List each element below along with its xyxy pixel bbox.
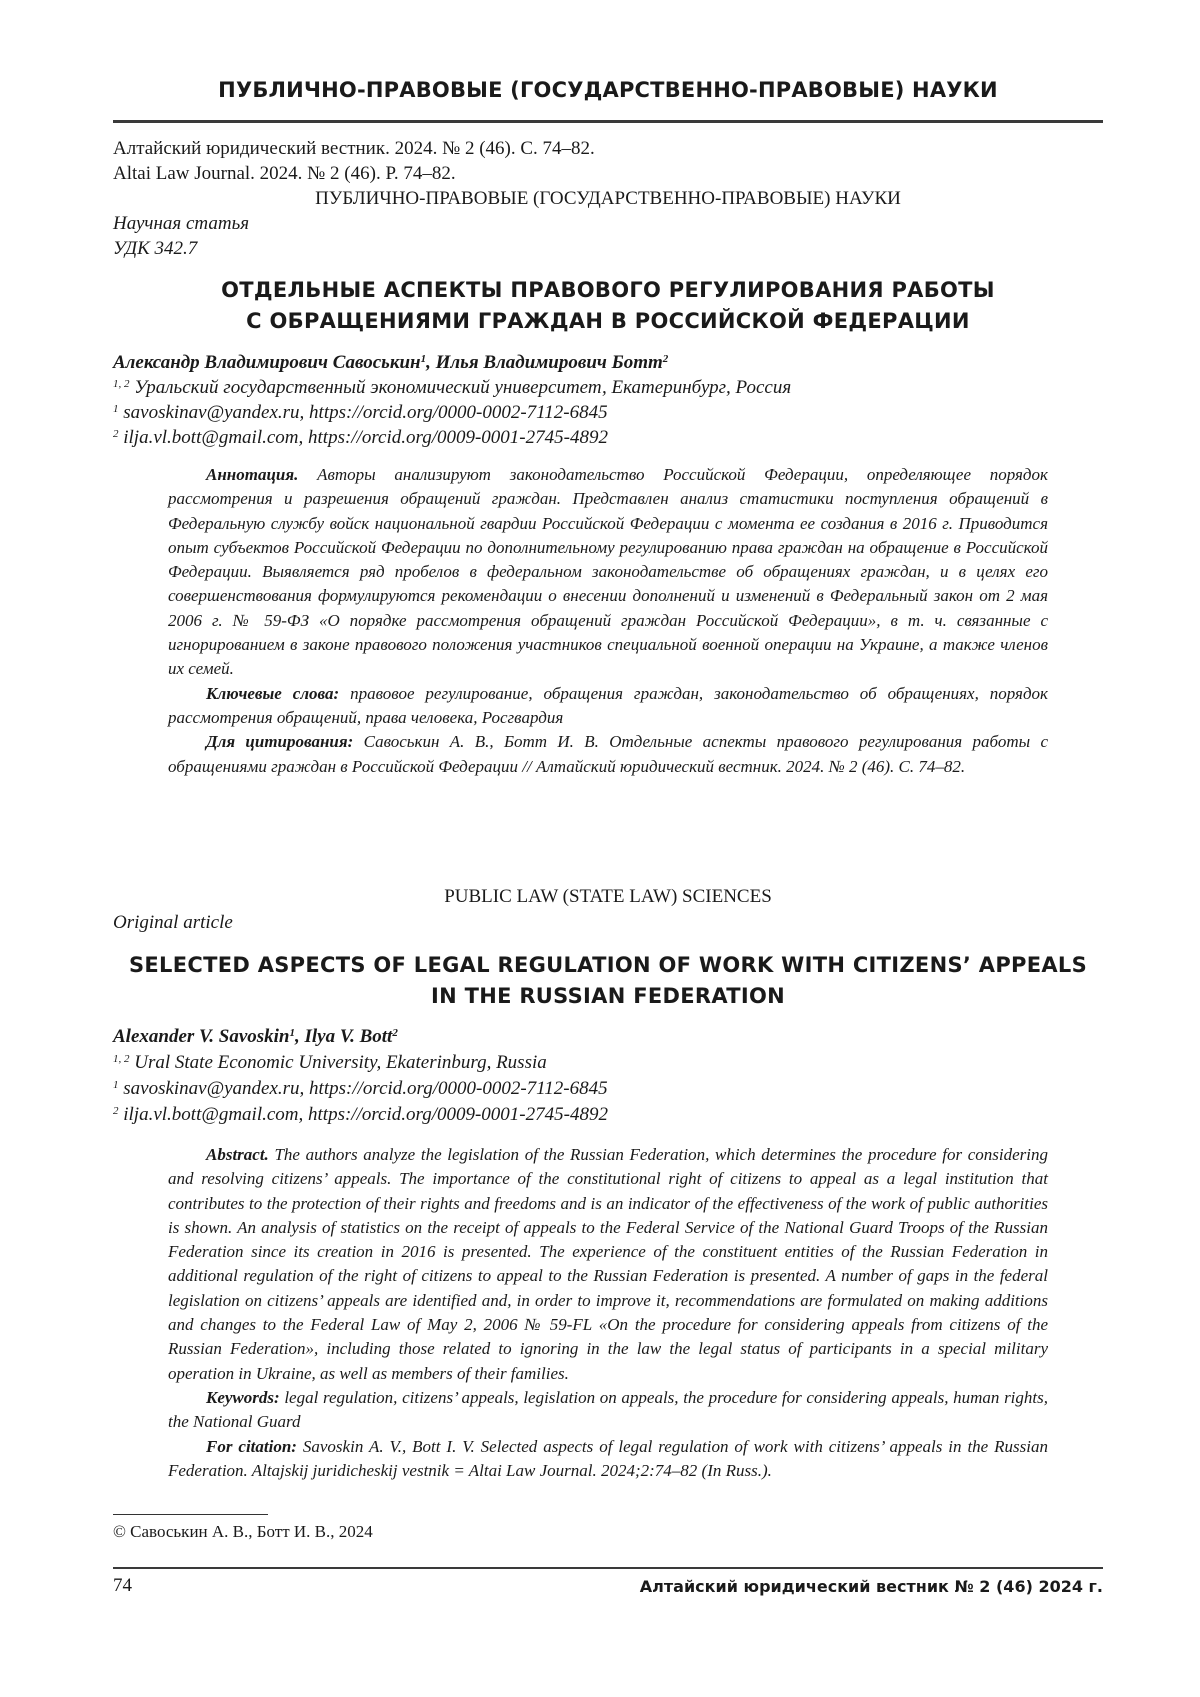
keywords-ru-label: Ключевые слова: xyxy=(206,683,340,703)
contact2-ru-sup: 2 xyxy=(113,428,119,440)
cite-en-label: For citation: xyxy=(206,1436,297,1456)
affiliation-ru xyxy=(113,375,791,400)
journal-footer: Алтайский юридический вестник № 2 (46) 2024 г. xyxy=(639,1577,1103,1596)
author-separator-en: , xyxy=(295,1026,305,1047)
title-en-line2: IN THE RUSSIAN FEDERATION xyxy=(430,984,786,1008)
footnote-divider xyxy=(113,1514,268,1515)
page-number: 74 xyxy=(113,1575,132,1596)
contact1-en-text: savoskinav@yandex.ru, https://orcid.org/0000-0002-7112-6845 xyxy=(118,1078,608,1099)
copyright-notice: © Савоськин А. В., Ботт И. В., 2024 xyxy=(113,1522,373,1541)
keywords-ru-paragraph xyxy=(168,682,1048,731)
article-type-ru: Научная статья xyxy=(113,213,250,234)
authors-en xyxy=(113,1024,398,1049)
keywords-en-paragraph xyxy=(168,1386,1048,1435)
contact2-ru xyxy=(113,425,608,450)
keywords-ru-text: правовое регулирование, обращения граждан, законодательство об обращениях, порядок рассмотрения обращений, права человека, Росгвардия xyxy=(168,683,1048,727)
author1-ru-sup: 1 xyxy=(420,353,427,365)
affiliation-en xyxy=(113,1050,547,1075)
title-en-line1: SELECTED ASPECTS OF LEGAL REGULATION OF WORK WITH CITIZENS’ APPEALS xyxy=(128,953,1088,977)
section-heading-en: PUBLIC LAW (STATE LAW) SCIENCES xyxy=(444,886,772,907)
abstract-en-text: The authors analyze the legislation of the Russian Federation, which determines the procedure for considering and resolving citizens’ appeals. The importance of the constitutional right of citizens to appeal as a legal institution that contributes to the protection of their rights and freedoms and is an indicator of the effectiveness of the work of public authorities is shown. An analysis of statistics on the receipt of appeals to the Federal Service of the National Guard Troops of the Russian Federation since its creation in 2016 is presented. The experience of the constituent entities of the Russian Federation in additional regulation of the right of citizens to appeal to the Russian Federation is presented. A number of gaps in the federal legislation on citizens’ appeals are identified and, in order to improve it, recommendations are formulated on making additions and changes to the Federal Law of May 2, 2006 № 59-FL «On the procedure for considering appeals from citizens of the Russian Federation», including those related to ignoring in the law the legal status of participants in a special military operation in Ukraine, as well as members of their families. xyxy=(168,1145,1048,1383)
author-separator: , xyxy=(426,352,436,373)
author2-ru: Илья Владимирович Ботт xyxy=(435,352,663,373)
contact1-ru-sup: 1 xyxy=(113,403,119,415)
author1-en: Alexander V. Savoskin xyxy=(113,1026,290,1047)
contact2-en xyxy=(113,1102,608,1127)
citation-en: Altai Law Journal. 2024. № 2 (46). P. 74–82. xyxy=(113,163,456,184)
cite-ru-label: Для цитирования: xyxy=(206,732,354,752)
author2-en-sup: 2 xyxy=(392,1027,398,1039)
abstract-ru-paragraph xyxy=(168,463,1048,682)
header-divider xyxy=(113,120,1103,123)
affil-en-sup: 1, 2 xyxy=(113,1053,130,1065)
citation-en-paragraph xyxy=(168,1435,1048,1484)
affil-en-text: Ural State Economic University, Ekaterinburg, Russia xyxy=(129,1052,547,1073)
authors-ru xyxy=(113,350,668,375)
author1-ru: Александр Владимирович Савоськин xyxy=(113,352,421,373)
abstract-en xyxy=(168,1143,1048,1483)
author1-en-sup: 1 xyxy=(289,1027,295,1039)
title-ru-line2: С ОБРАЩЕНИЯМИ ГРАЖДАН В РОССИЙСКОЙ ФЕДЕРАЦИИ xyxy=(246,309,970,333)
contact2-ru-text: ilja.vl.bott@gmail.com, https://orcid.org/0009-0001-2745-4892 xyxy=(118,427,608,448)
abstract-ru-label: Аннотация. xyxy=(206,465,299,484)
contact1-en xyxy=(113,1076,608,1101)
contact1-en-sup: 1 xyxy=(113,1079,119,1091)
article-title-ru xyxy=(113,275,1103,337)
cite-ru-text: Савоськин А. В., Ботт И. В. Отдельные аспекты правового регулирования работы с обращениями граждан в Российской Федерации // Алтайский юридический вестник. 2024. № 2 (46). С. 74–82. xyxy=(168,732,1048,776)
contact1-ru xyxy=(113,400,608,425)
author2-en: Ilya V. Bott xyxy=(304,1026,393,1047)
article-type-en: Original article xyxy=(113,912,233,933)
affil-ru-sup: 1, 2 xyxy=(113,378,130,390)
affil-ru-text: Уральский государственный экономический университет, Екатеринбург, Россия xyxy=(129,377,792,398)
abstract-ru-text: Авторы анализируют законодательство Российской Федерации, определяющее порядок рассмотрения и разрешения обращений граждан. Представлен анализ статистики поступления обращений в Федеральную службу войск национальной гвардии Российской Федерации с момента ее создания в 2016 г. Приводится опыт субъектов Российской Федерации по дополнительному регулированию права граждан на обращение в Российской Федерации. Выявляется ряд пробелов в федеральном законодательстве об обращениях граждан, и в целях его совершенствования формулируются рекомендации о внесении дополнений и изменений в Федеральный закон от 2 мая 2006 г. № 59-ФЗ «О порядке рассмотрения обращений граждан Российской Федерации», в т. ч. связанные с игнорированием в законе правового положения участников специальной военной операции на Украине, а также членов их семей. xyxy=(168,465,1048,679)
contact2-en-text: ilja.vl.bott@gmail.com, https://orcid.org/0009-0001-2745-4892 xyxy=(118,1104,608,1125)
cite-en-text: Savoskin A. V., Bott I. V. Selected aspects of legal regulation of work with citizens’ appeals in the Russian Federation. Altajskij juridicheskij vestnik = Altai Law Journal. 2024;2:74–82 (In Russ.). xyxy=(168,1436,1048,1480)
contact2-en-sup: 2 xyxy=(113,1105,119,1117)
citation-ru-paragraph xyxy=(168,730,1048,779)
keywords-en-text: legal regulation, citizens’ appeals, legislation on appeals, the procedure for considering appeals, human rights, the National Guard xyxy=(168,1387,1048,1432)
author2-ru-sup: 2 xyxy=(662,353,669,365)
abstract-en-label: Abstract. xyxy=(206,1145,269,1164)
abstract-en-paragraph xyxy=(168,1143,1048,1386)
section-heading-ru: ПУБЛИЧНО-ПРАВОВЫЕ (ГОСУДАРСТВЕННО-ПРАВОВЫЕ) НАУКИ xyxy=(315,188,901,209)
udc-code: УДК 342.7 xyxy=(113,238,198,259)
contact1-ru-text: savoskinav@yandex.ru, https://orcid.org/0000-0002-7112-6845 xyxy=(118,402,608,423)
running-head: ПУБЛИЧНО-ПРАВОВЫЕ (ГОСУДАРСТВЕННО-ПРАВОВЫЕ) НАУКИ xyxy=(218,78,998,102)
article-title-en xyxy=(113,950,1103,1012)
citation-ru: Алтайский юридический вестник. 2024. № 2 (46). С. 74–82. xyxy=(113,138,595,159)
footer-divider xyxy=(113,1567,1103,1569)
keywords-en-label: Keywords: xyxy=(206,1387,280,1407)
title-ru-line1: ОТДЕЛЬНЫЕ АСПЕКТЫ ПРАВОВОГО РЕГУЛИРОВАНИЯ РАБОТЫ xyxy=(221,278,995,302)
abstract-ru xyxy=(168,463,1048,779)
